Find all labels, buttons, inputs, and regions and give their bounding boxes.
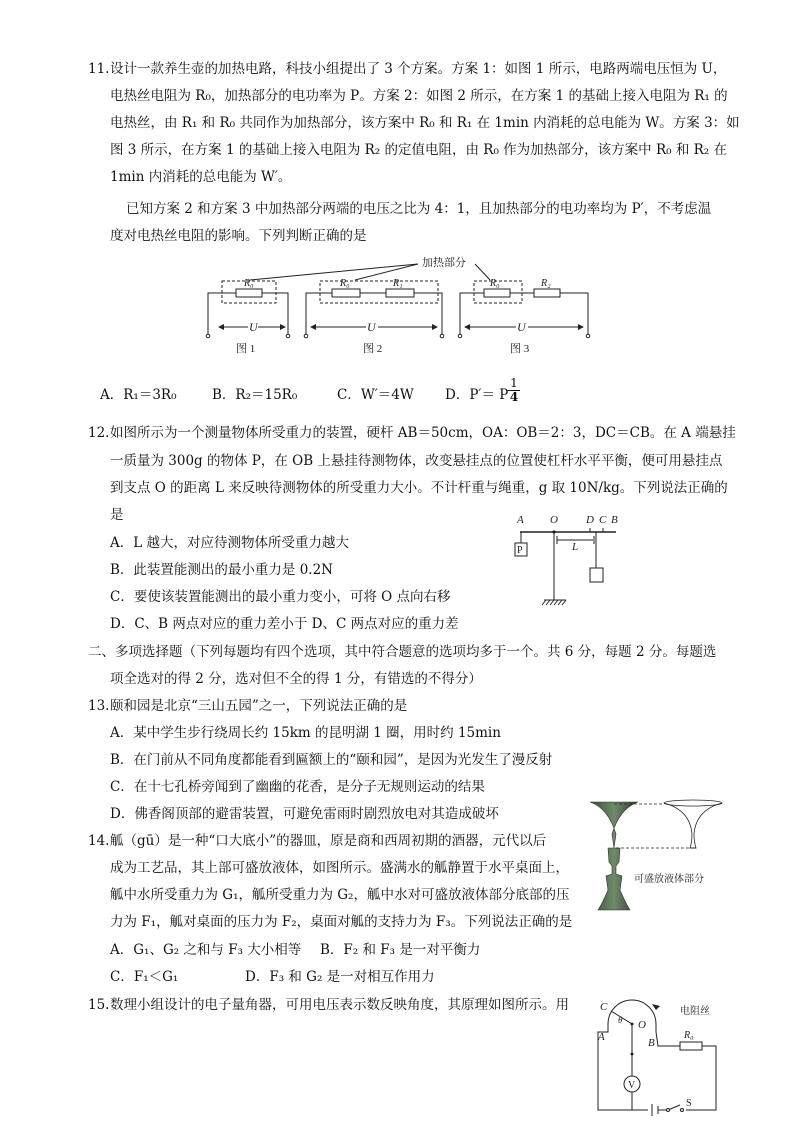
r0-label: R₀ xyxy=(684,1030,694,1041)
q11-option-d: D．P′＝ P xyxy=(445,387,509,403)
object-p-label: P xyxy=(517,545,523,556)
r2-label: R₂ xyxy=(541,278,551,289)
point-o-label: O xyxy=(550,514,558,526)
angle-theta-label: θ xyxy=(618,1015,623,1025)
question-number: 14. xyxy=(88,833,110,849)
liquid-part-label: 可盛放液体部分 xyxy=(634,874,704,885)
q13-option-a: A．某中学生步行绕周长约 15km 的昆明湖 1 圈，用时约 15min xyxy=(110,725,501,741)
q13-option-b: B．在门前从不同角度都能看到匾额上的“颐和园”，是因为光发生了漫反射 xyxy=(110,752,553,768)
q12-line-2: 一质量为 300g 的物体 P，在 OB 上悬挂待测物体，改变悬挂点的位置使杠杆水平平衡，便可用悬挂点 xyxy=(110,453,723,469)
q11-line-3: 电热丝，由 R₁ 和 R₀ 共同作为加热部分，该方案中 R₀ 和 R₁ 在 1min 内消耗的总电能为 W。方案 3：如 xyxy=(110,115,740,131)
q11-line-2: 电热丝电阻为 R₀，加热部分的电功率为 P。方案 2：如图 2 所示，在方案 1 的基础上接入电阻为 R₁ 的 xyxy=(110,88,728,104)
figure-1-caption: 图 1 xyxy=(236,343,256,355)
q12-option-c: C．要使该装置能测出的最小重力变小，可将 O 点向右移 xyxy=(110,589,451,605)
q14-option-b: B．F₂ 和 F₃ 是一对平衡力 xyxy=(320,942,481,958)
q12-line-3: 到支点 O 的距离 L 来反映待测物体的所受重力大小。不计杆重与绳重，g 取 10N/kg。下列说法正确的 xyxy=(110,480,728,496)
q11-para2-line-1: 已知方案 2 和方案 3 中加热部分两端的电压之比为 4：1，且加热部分的电功率均为 P′，不考虑温 xyxy=(126,201,712,217)
r0-label: R₀ xyxy=(340,278,350,289)
q11-option-c: C．W′＝4W xyxy=(337,387,414,403)
point-d-label: D xyxy=(586,514,594,526)
u-label: U xyxy=(367,320,376,334)
q15-stem: 数理小组设计的电子量角器，可用电压表示数反映角度，其原理如图所示。用 xyxy=(110,997,569,1013)
q12-option-d: D．C、B 两点对应的重力差小于 D、C 两点对应的重力差 xyxy=(110,616,459,632)
q11-line-5: 1min 内消耗的总电能为 W′。 xyxy=(110,169,292,185)
point-o-label: O xyxy=(638,1019,646,1031)
q14-line-3: 觚中水所受重力为 G₁，觚所受重力为 G₂，觚中水对可盛放液体部分底部的压 xyxy=(110,887,570,903)
section-2-line-1: 二、多项选择题（下列每题均有四个选项，其中符合题意的选项均多于一个。共 6 分，每题 2 分。每题选 xyxy=(88,644,717,660)
q14-line-1: 觚（gū）是一种“口大底小”的器皿，原是商和西周初期的酒器，元代以后 xyxy=(110,833,547,849)
question-number: 13. xyxy=(88,698,110,714)
r1-label: R₁ xyxy=(393,278,403,289)
point-a-label: A xyxy=(517,514,524,526)
r0-label: R₀ xyxy=(490,278,500,289)
length-l-label: L xyxy=(572,541,579,553)
fraction-numerator: 1 xyxy=(510,376,518,390)
heating-part-label: 加热部分 xyxy=(422,257,466,269)
lever-figure xyxy=(508,510,624,610)
q11-line-4: 图 3 所示，在方案 1 的基础上接入电阻为 R₂ 的定值电阻，由 R₀ 作为加热部分，该方案中 R₀ 和 R₂ 在 xyxy=(110,142,727,158)
question-number: 12. xyxy=(88,425,110,441)
switch-s-label: S xyxy=(686,1098,692,1109)
u-label: U xyxy=(249,320,258,334)
r0-label: R₀ xyxy=(244,278,254,289)
q11-circuit-figure xyxy=(200,252,600,364)
q13-option-d: D．佛香阁顶部的避雷装置，可避免雷雨时剧烈放电对其造成破坏 xyxy=(110,806,499,822)
point-b-label: B xyxy=(648,1037,655,1049)
section-2-line-2: 项全选对的得 2 分，选对但不全的得 1 分，有错选的不得分） xyxy=(110,671,482,687)
figure-3-caption: 图 3 xyxy=(510,343,530,355)
fraction xyxy=(508,377,520,404)
q11-option-b: B．R₂＝15R₀ xyxy=(212,387,298,403)
question-number: 15. xyxy=(88,997,110,1013)
gu-vessel-figure xyxy=(586,796,736,916)
q13-stem: 颐和园是北京“三山五园”之一，下列说法正确的是 xyxy=(110,698,408,714)
q11-para2-line-2: 度对电热丝电阻的影响。下列判断正确的是 xyxy=(110,228,367,244)
q14-option-c: C．F₁＜G₁ xyxy=(110,969,179,985)
q12-option-a: A．L 越大，对应待测物体所受重力越大 xyxy=(110,535,350,551)
q14-option-d: D．F₃ 和 G₂ 是一对相互作用力 xyxy=(245,969,435,985)
q14-line-2: 成为工艺品，其上部可盛放液体，如图所示。盛满水的觚静置于水平桌面上， xyxy=(110,860,569,876)
q11-line-1: 设计一款养生壶的加热电路，科技小组提出了 3 个方案。方案 1：如图 1 所示，电路两端电压恒为 U， xyxy=(110,61,727,77)
gu-vessel-image xyxy=(590,802,638,910)
figure-2-caption: 图 2 xyxy=(363,343,383,355)
voltmeter-label: V xyxy=(628,1080,636,1091)
fraction-denominator: 4 xyxy=(509,390,519,404)
q12-line-1: 如图所示为一个测量物体所受重力的装置，硬杆 AB＝50cm，OA：OB＝2：3，DC＝CB。在 A 端悬挂 xyxy=(110,425,736,441)
q14-option-a: A．G₁、G₂ 之和与 F₃ 大小相等 xyxy=(110,942,302,958)
question-number: 11. xyxy=(88,61,110,77)
point-b-label: B xyxy=(611,514,618,526)
q12-line-4: 是 xyxy=(110,507,124,523)
resistance-wire-label: 电阻丝 xyxy=(680,1006,710,1017)
point-c-label: C xyxy=(600,1001,608,1013)
point-c-label: C xyxy=(599,514,607,526)
point-a-label: A xyxy=(598,1031,605,1043)
q12-option-b: B．此装置能测出的最小重力是 0.2N xyxy=(110,562,333,578)
protractor-circuit-figure xyxy=(588,996,728,1118)
q13-option-c: C．在十七孔桥旁闻到了幽幽的花香，是分子无规则运动的结果 xyxy=(110,779,485,795)
u-label: U xyxy=(517,320,526,334)
q11-option-a: A．R₁＝3R₀ xyxy=(100,387,177,403)
q14-line-4: 力为 F₁，觚对桌面的压力为 F₂，桌面对觚的支持力为 F₃。下列说法正确的是 xyxy=(110,914,573,930)
